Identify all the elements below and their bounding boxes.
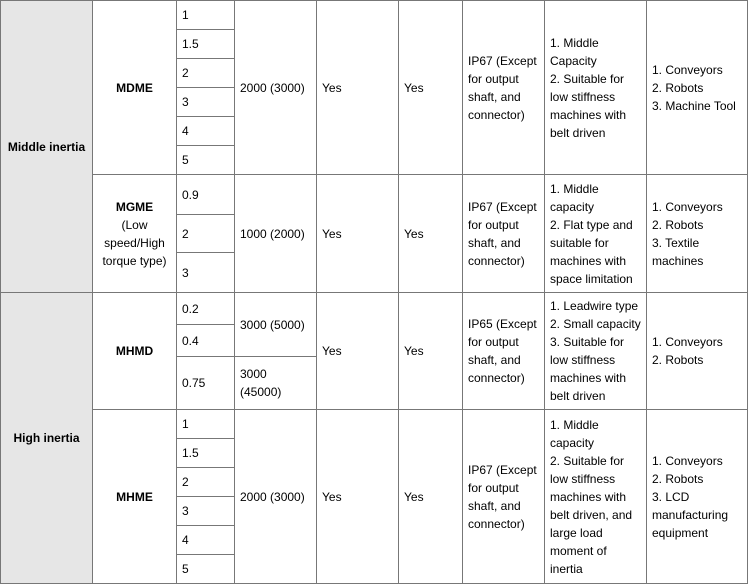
application-line: 2. Robots (652, 80, 704, 95)
rating-cell: 3 (177, 253, 235, 293)
series-mhmd (93, 293, 177, 410)
features-cell (545, 1, 647, 175)
application-line: 1. Conveyors (652, 453, 723, 468)
feature-line: 2. Flat type and suitable for machines with space limitation (550, 217, 633, 286)
application-line: 3. Machine Tool (652, 98, 736, 113)
series-mdme (93, 1, 177, 175)
feature-line: 2. Suitable for low stiffness machines with belt driven, and large load moment of inertia (550, 453, 633, 576)
speed-cell-top: 3000 (5000) (235, 293, 317, 357)
feature-line: 1. Middle Capacity (550, 35, 599, 68)
rating-cell: 0.9 (177, 175, 235, 215)
speed-cell: 1000 (2000) (235, 175, 317, 293)
application-line: 1. Conveyors (652, 199, 723, 214)
table-row (1, 293, 748, 325)
series-note: (Low speed/High torque type) (102, 217, 167, 268)
table-row (1, 1, 748, 30)
col-a-cell: Yes (317, 410, 399, 584)
protection-cell: IP67 (Except for output shaft, and connector) (463, 1, 545, 175)
protection-cell: IP67 (Except for output shaft, and connector) (463, 175, 545, 293)
rating-cell: 2 (177, 468, 235, 497)
protection-cell: IP65 (Except for output shaft, and connector) (463, 293, 545, 410)
rating-cell: 0.2 (177, 293, 235, 325)
rating-cell: 2 (177, 59, 235, 88)
applications-cell (647, 1, 748, 175)
feature-line: 1. Middle capacity (550, 417, 599, 450)
group-label-middle-inertia: Middle inertia (1, 1, 93, 293)
col-b-cell: Yes (399, 1, 463, 175)
speed-cell: 2000 (3000) (235, 1, 317, 175)
feature-line: 2. Suitable for low stiffness machines with belt driven (550, 71, 627, 140)
group-label-high-inertia: High inertia (1, 293, 93, 584)
rating-cell: 3 (177, 88, 235, 117)
series-mgme (93, 175, 177, 293)
applications-cell (647, 175, 748, 293)
features-cell (545, 293, 647, 410)
table-row (1, 175, 748, 215)
col-b-cell: Yes (399, 175, 463, 293)
rating-cell: 4 (177, 526, 235, 555)
rating-cell: 3 (177, 497, 235, 526)
feature-line: 2. Small capacity (550, 317, 641, 331)
series-name: MHME (116, 489, 153, 504)
application-line: 2. Robots (652, 471, 704, 486)
rating-cell: 0.75 (177, 357, 235, 410)
rating-cell: 1.5 (177, 439, 235, 468)
applications-cell (647, 293, 748, 410)
rating-cell: 5 (177, 146, 235, 175)
speed-cell-bottom: 3000 (45000) (235, 357, 317, 410)
rating-cell: 2 (177, 215, 235, 253)
rating-cell: 1.5 (177, 30, 235, 59)
protection-cell: IP67 (Except for output shaft, and connector) (463, 410, 545, 584)
col-b-cell: Yes (399, 293, 463, 410)
rating-cell: 1 (177, 410, 235, 439)
feature-line: 3. Suitable for low stiffness machines with belt driven (550, 335, 627, 403)
application-line: 3. LCD manufacturing equipment (652, 489, 729, 540)
rating-cell: 1 (177, 1, 235, 30)
features-cell (545, 175, 647, 293)
application-line: 1. Conveyors (652, 62, 723, 77)
applications-cell (647, 410, 748, 584)
table-row (1, 410, 748, 439)
col-a-cell: Yes (317, 1, 399, 175)
speed-cell: 2000 (3000) (235, 410, 317, 584)
features-cell (545, 410, 647, 584)
application-line: 2. Robots (652, 217, 704, 232)
application-line: 3. Textile machines (652, 235, 704, 268)
series-name: MDME (116, 80, 153, 95)
col-b-cell: Yes (399, 410, 463, 584)
feature-line: 1. Middle capacity (550, 181, 599, 214)
col-a-cell: Yes (317, 293, 399, 410)
rating-cell: 5 (177, 555, 235, 584)
col-a-cell: Yes (317, 175, 399, 293)
series-name: MGME (115, 199, 154, 214)
application-line: 1. Conveyors (652, 335, 723, 349)
feature-line: 1. Leadwire type (550, 299, 639, 313)
application-line: 2. Robots (652, 353, 704, 367)
rating-cell: 0.4 (177, 325, 235, 357)
series-mhme (93, 410, 177, 584)
rating-cell: 4 (177, 117, 235, 146)
series-name: MHMD (115, 344, 154, 358)
